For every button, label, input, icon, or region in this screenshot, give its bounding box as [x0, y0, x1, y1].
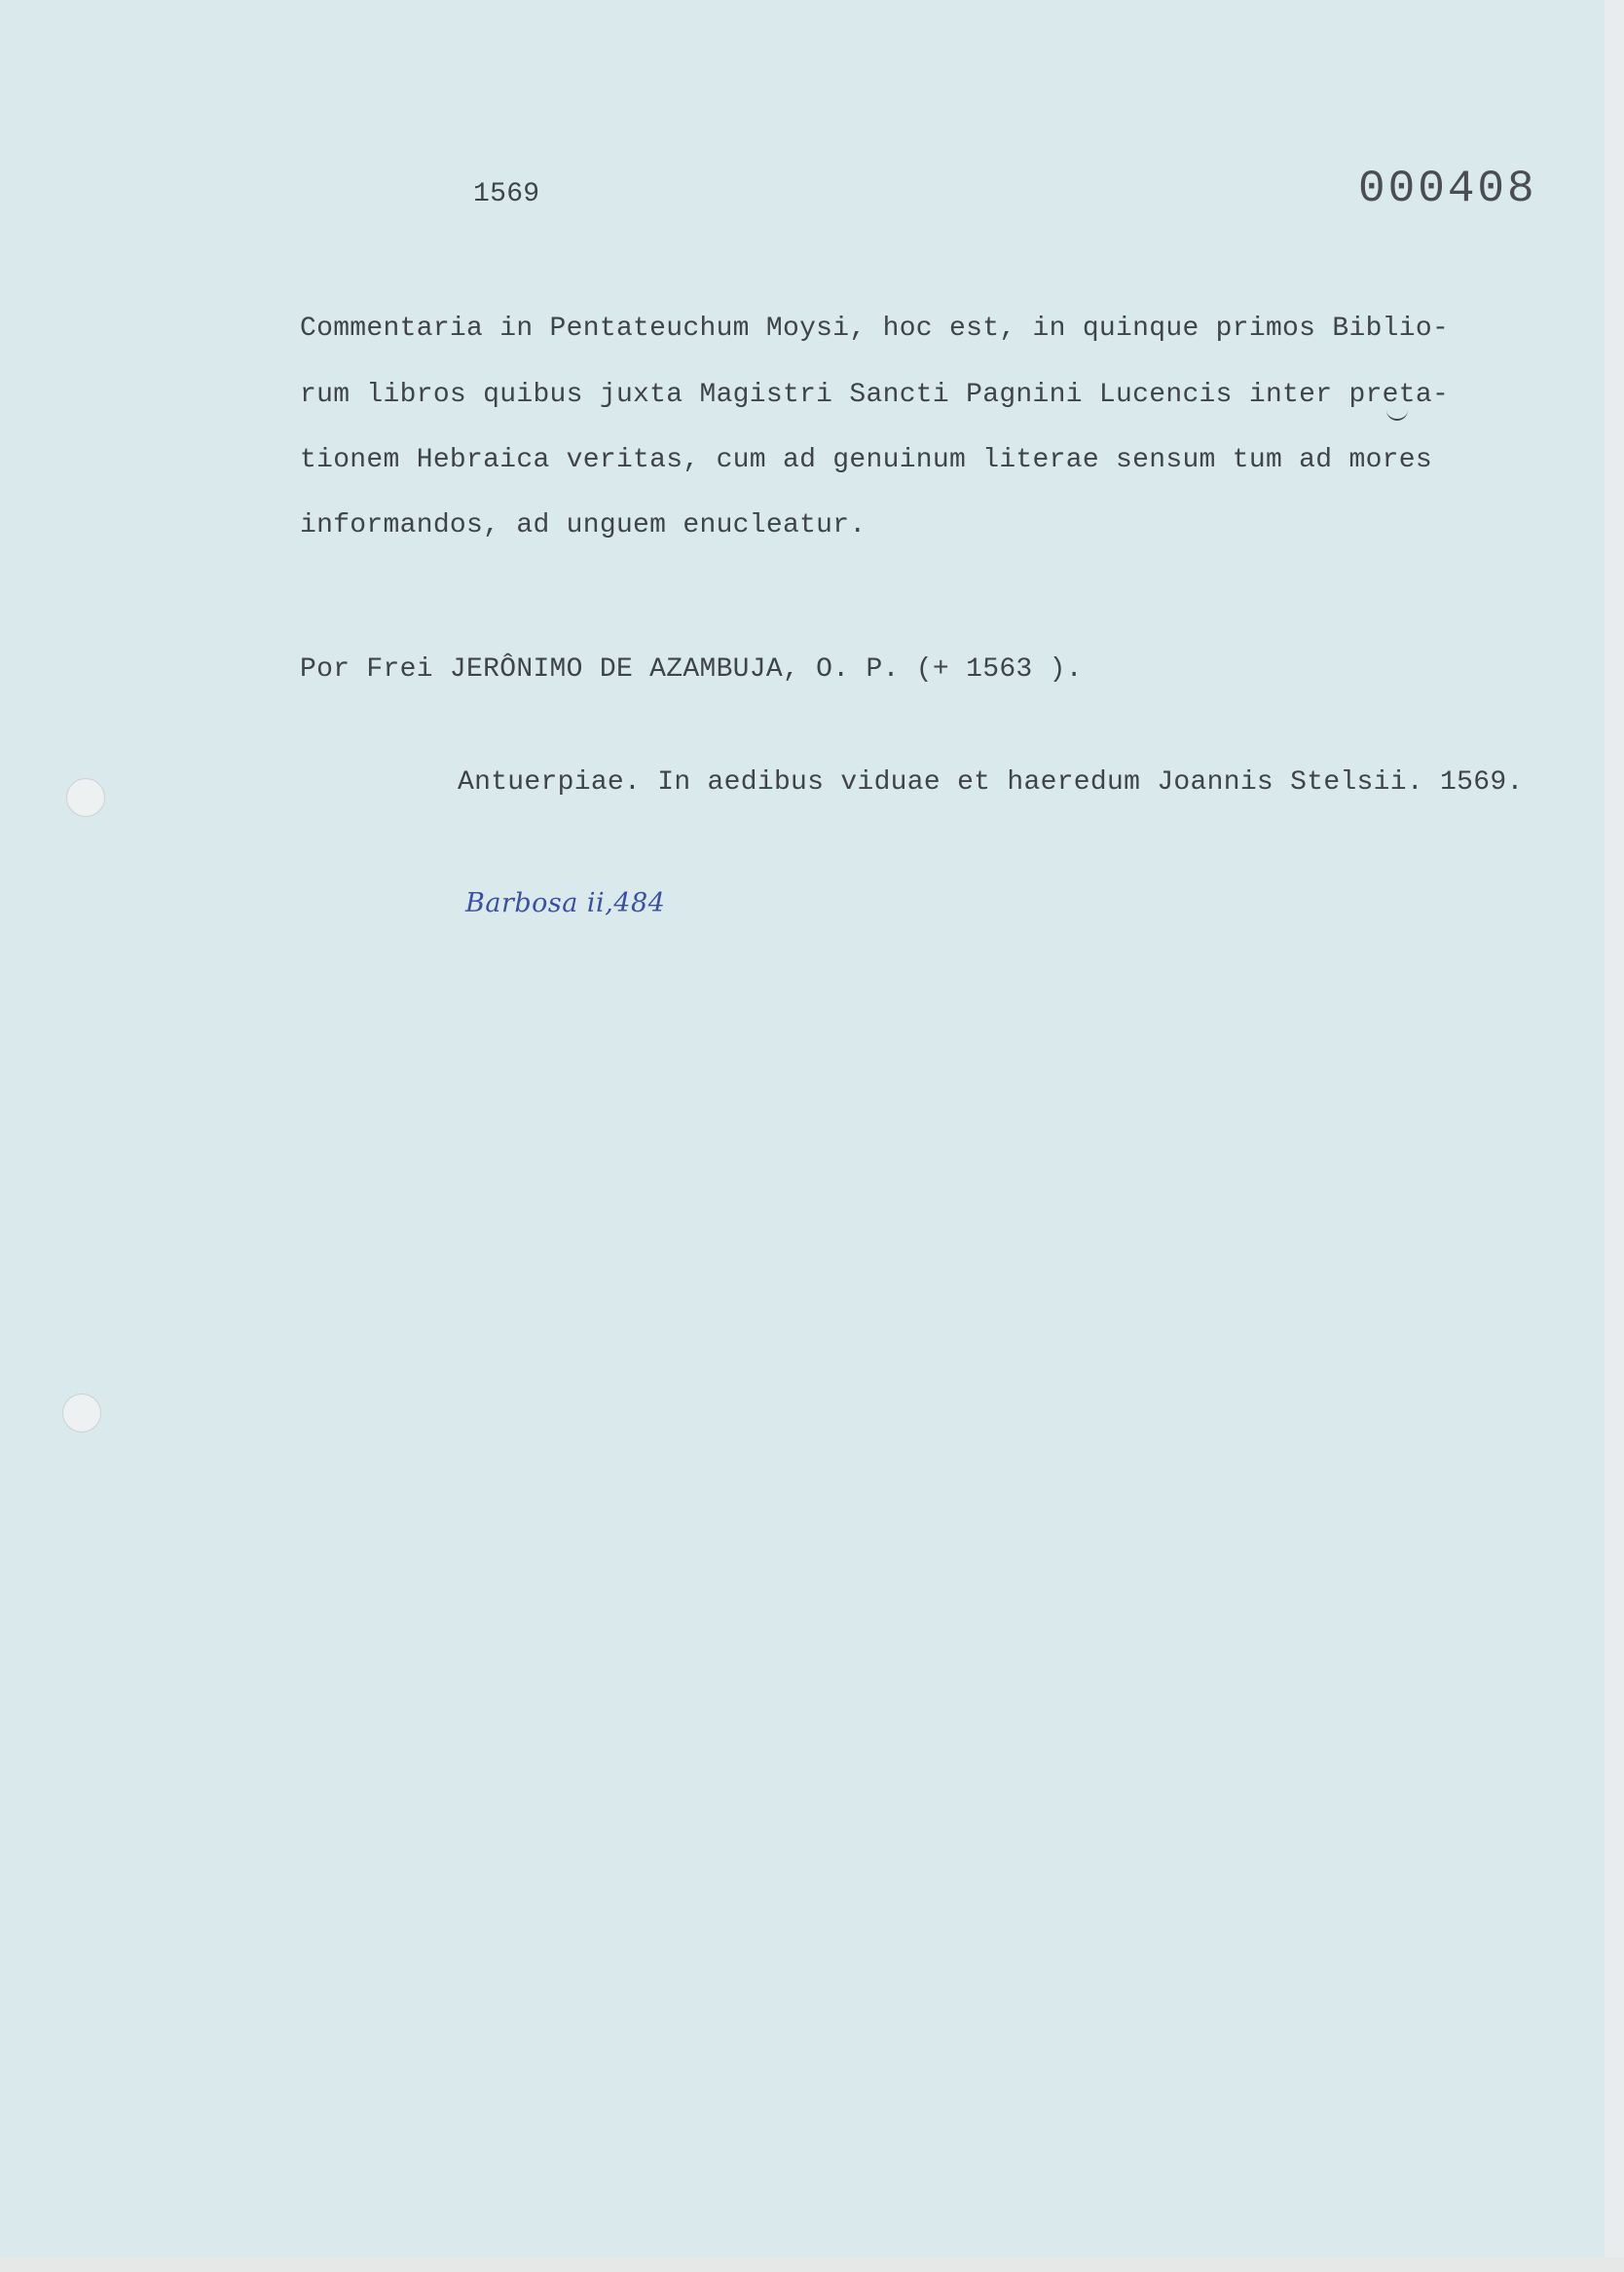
title-line: Commentaria in Pentateuchum Moysi, hoc est, in quinque primos Biblio- — [300, 314, 1450, 344]
title-line: informandos, ad unguem enucleatur. — [300, 510, 867, 540]
imprint-line: Antuerpiae. In aedibus viduae et haeredum Joannis Stelsii. 1569. — [458, 767, 1524, 798]
record-number-stamp: 000408 — [1358, 164, 1537, 214]
year-label: 1569 — [473, 179, 540, 209]
page-edge — [0, 2257, 1624, 2272]
title-line: tionem Hebraica veritas, cum ad genuinum literae sensum tum ad mores — [300, 445, 1432, 475]
handwritten-reference-note: Barbosa ii,484 — [465, 888, 666, 918]
author-line: Por Frei JERÔNIMO DE AZAMBUJA, O. P. (+ 1563 ). — [300, 654, 1083, 685]
punch-hole — [66, 778, 105, 817]
correction-mark — [1386, 407, 1408, 421]
punch-hole — [62, 1394, 101, 1433]
title-line: rum libros quibus juxta Magistri Sancti Pagnini Lucencis inter preta- — [300, 380, 1450, 410]
page-edge — [1605, 0, 1624, 2272]
